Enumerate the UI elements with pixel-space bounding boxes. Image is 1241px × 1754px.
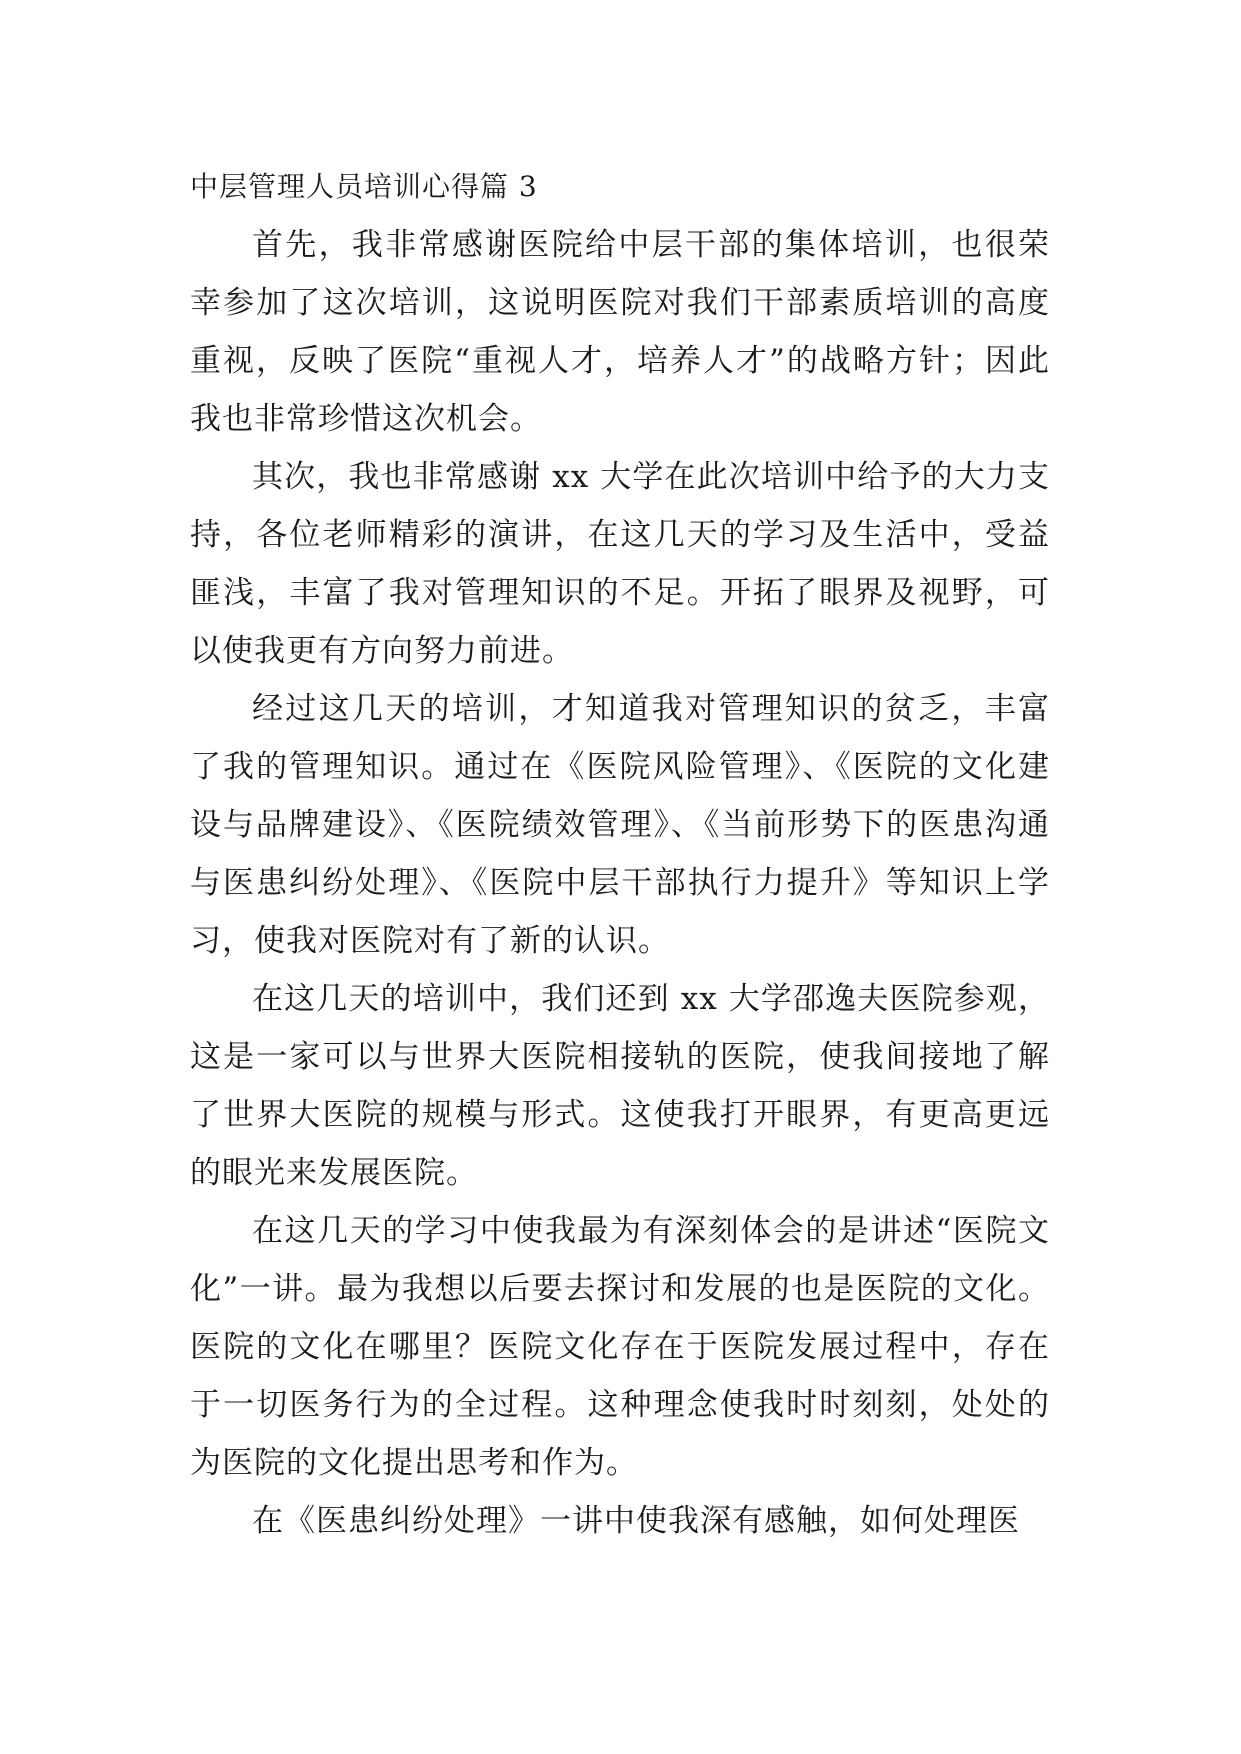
paragraph-4: 在这几天的培训中，我们还到 xx 大学邵逸夫医院参观，这是一家可以与世界大医院相接轨的医院，使我间接地了解了世界大医院的规模与形式。这使我打开眼界，有更高更远的眼光来发展医院。 <box>190 981 1050 1191</box>
paragraph-3: 经过这几天的培训，才知道我对管理知识的贫乏，丰富了我的管理知识。通过在《医院风险管理》、《医院的文化建设与品牌建设》、《医院绩效管理》、《当前形势下的医患沟通与医患纠纷处理》、《医院中层干部执行力提升》等知识上学习，使我对医院对有了新的认识。 <box>190 691 1050 959</box>
paragraph-6: 在《医患纠纷处理》一讲中使我深有感触，如何处理医 <box>252 1503 1020 1539</box>
paragraph-1: 首先，我非常感谢医院给中层干部的集体培训，也很荣幸参加了这次培训，这说明医院对我们干部素质培训的高度重视，反映了医院“重视人才，培养人才”的战略方针；因此我也非常珍惜这次机会。 <box>190 227 1050 437</box>
document-body <box>190 158 1050 1550</box>
document-title: 中层管理人员培训心得篇 3 <box>190 170 538 203</box>
paragraph-5: 在这几天的学习中使我最为有深刻体会的是讲述“医院文化”一讲。最为我想以后要去探讨和发展的也是医院的文化。医院的文化在哪里？医院文化存在于医院发展过程中，存在于一切医务行为的全过程。这种理念使我时时刻刻，处处的为医院的文化提出思考和作为。 <box>190 1213 1050 1481</box>
paragraph-2: 其次，我也非常感谢 xx 大学在此次培训中给予的大力支持，各位老师精彩的演讲，在这几天的学习及生活中，受益匪浅，丰富了我对管理知识的不足。开拓了眼界及视野，可以使我更有方向努力前进。 <box>190 459 1050 669</box>
